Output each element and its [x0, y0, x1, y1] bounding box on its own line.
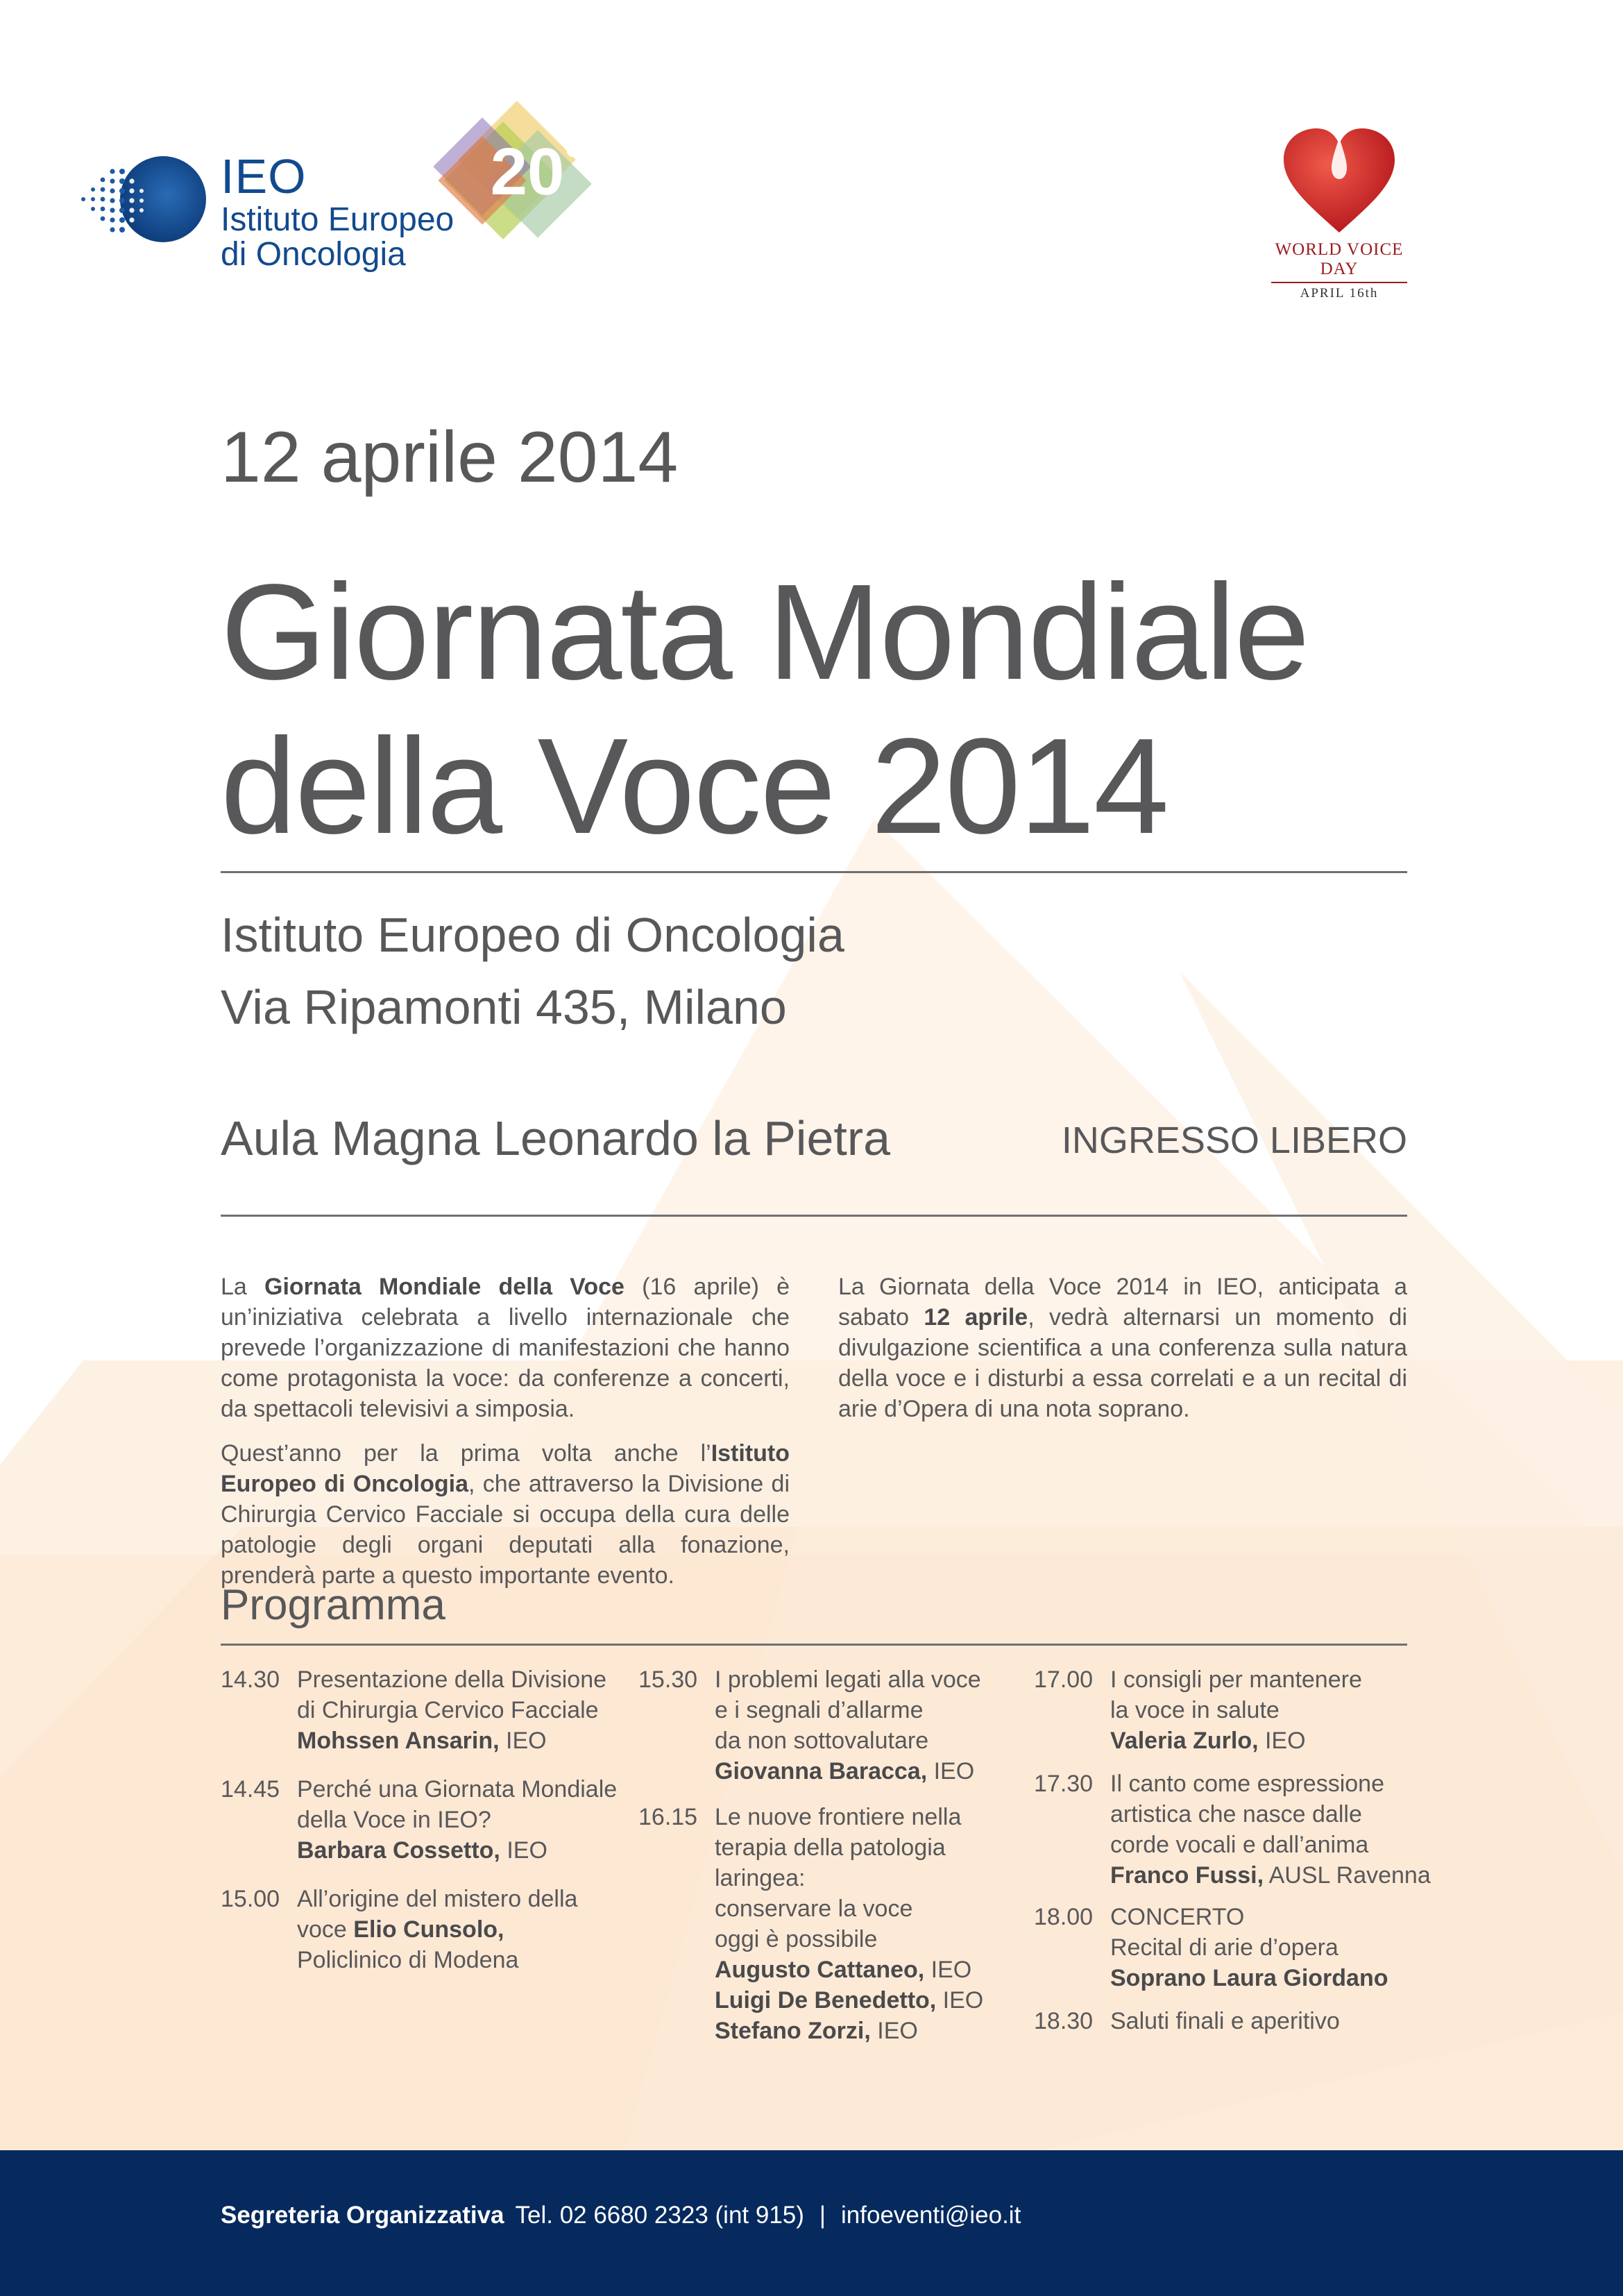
- title-line2: della Voce 2014: [221, 710, 1168, 862]
- footer-label: Segreteria Organizzativa: [221, 2202, 504, 2229]
- ieo-name-line1: Istituto Europeo: [221, 201, 454, 238]
- program-time: 14.45: [221, 1776, 280, 1803]
- description-left-column: [221, 1272, 790, 1591]
- program-title: Programma: [221, 1581, 445, 1629]
- venue-address: Via Ripamonti 435, Milano: [221, 980, 787, 1034]
- wvd-date: APRIL 16th: [1300, 286, 1379, 301]
- speaker-name: Stefano Zorzi,: [715, 2018, 871, 2044]
- description-right-column: [838, 1272, 1407, 1438]
- hall-name: Aula Magna Leonardo la Pietra: [221, 1111, 891, 1165]
- speaker-name: Valeria Zurlo,: [1110, 1728, 1259, 1754]
- description-paragraph-3: La Giornata della Voce 2014 in IEO, anticipata a sabato 12 aprile, vedrà alternarsi un momento di divulgazione scientifica a una conferenza sulla natura della voce e i disturbi a essa correlati e a un recital di arie d’Opera di una nota soprano.: [838, 1274, 1407, 1422]
- divider-program: [221, 1644, 1407, 1646]
- ieo-name-line2: di Oncologia: [221, 235, 406, 273]
- footer-email-link[interactable]: infoeventi@ieo.it: [841, 2202, 1021, 2229]
- venue: [221, 899, 844, 1043]
- program-time: 17.30: [1034, 1771, 1094, 1797]
- speaker-name: Luigi De Benedetto,: [715, 1987, 937, 2014]
- footer-phone: Tel. 02 6680 2323 (int 915): [515, 2202, 804, 2229]
- speaker-name: Elio Cunsolo,: [353, 1916, 504, 1943]
- wvd-title: WORLD VOICE DAY: [1275, 240, 1404, 278]
- program-time: 18.30: [1034, 2008, 1094, 2034]
- wvd-divider: [1271, 282, 1407, 283]
- ieo-abbreviation: IEO: [221, 149, 307, 203]
- program-time: 16.15: [638, 1804, 698, 1830]
- description-paragraph-2: Quest’anno per la prima volta anche l’Istituto Europeo di Oncologia, che attraverso la Divisione di Chirurgia Cervico Facciale si occupa della cura delle patologie degli organi deputati alla fonazione, prenderà parte a questo importante evento.: [221, 1440, 790, 1589]
- description-paragraph-1: La Giornata Mondiale della Voce (16 aprile) è un’iniziativa celebrata a livello internazionale che prevede l’organizzazione di manifestazioni che hanno come protagonista la voce: da conferenze a concerti, da spettacoli televisivi a simposia.: [221, 1274, 790, 1422]
- speaker-name: Soprano Laura Giordano: [1110, 1965, 1388, 1991]
- anniversary-number: 20: [490, 135, 565, 209]
- speaker-name: Augusto Cattaneo,: [715, 1957, 925, 1983]
- speaker-name: Giovanna Baracca,: [715, 1758, 928, 1784]
- program-time: 14.30: [221, 1666, 280, 1693]
- title-line1: Giornata Mondiale: [221, 556, 1309, 708]
- event-title: [221, 555, 1309, 863]
- footer-separator: |: [819, 2202, 826, 2229]
- divider-top: [221, 871, 1407, 873]
- program-time: 17.00: [1034, 1666, 1094, 1693]
- program-time: 15.00: [221, 1886, 280, 1912]
- speaker-name: Barbara Cossetto,: [297, 1837, 500, 1864]
- heart-icon: [1280, 125, 1398, 236]
- event-date: 12 aprile 2014: [221, 417, 679, 498]
- world-voice-day-logo: [1263, 125, 1416, 301]
- speaker-name: Franco Fussi,: [1110, 1862, 1264, 1889]
- speaker-name: Mohssen Ansarin,: [297, 1728, 500, 1754]
- divider-middle: [221, 1215, 1407, 1217]
- venue-name: Istituto Europeo di Oncologia: [221, 908, 844, 962]
- footer-bar: [0, 2150, 1623, 2296]
- anniversary-badge-icon: [434, 97, 607, 264]
- ieo-logo-icon: [76, 156, 208, 246]
- admission-label: INGRESSO LIBERO: [1061, 1120, 1407, 1161]
- ieo-logo-text: [221, 151, 454, 272]
- program-time: 15.30: [638, 1666, 698, 1693]
- footer-contact: [221, 2202, 1021, 2229]
- program-time: 18.00: [1034, 1904, 1094, 1930]
